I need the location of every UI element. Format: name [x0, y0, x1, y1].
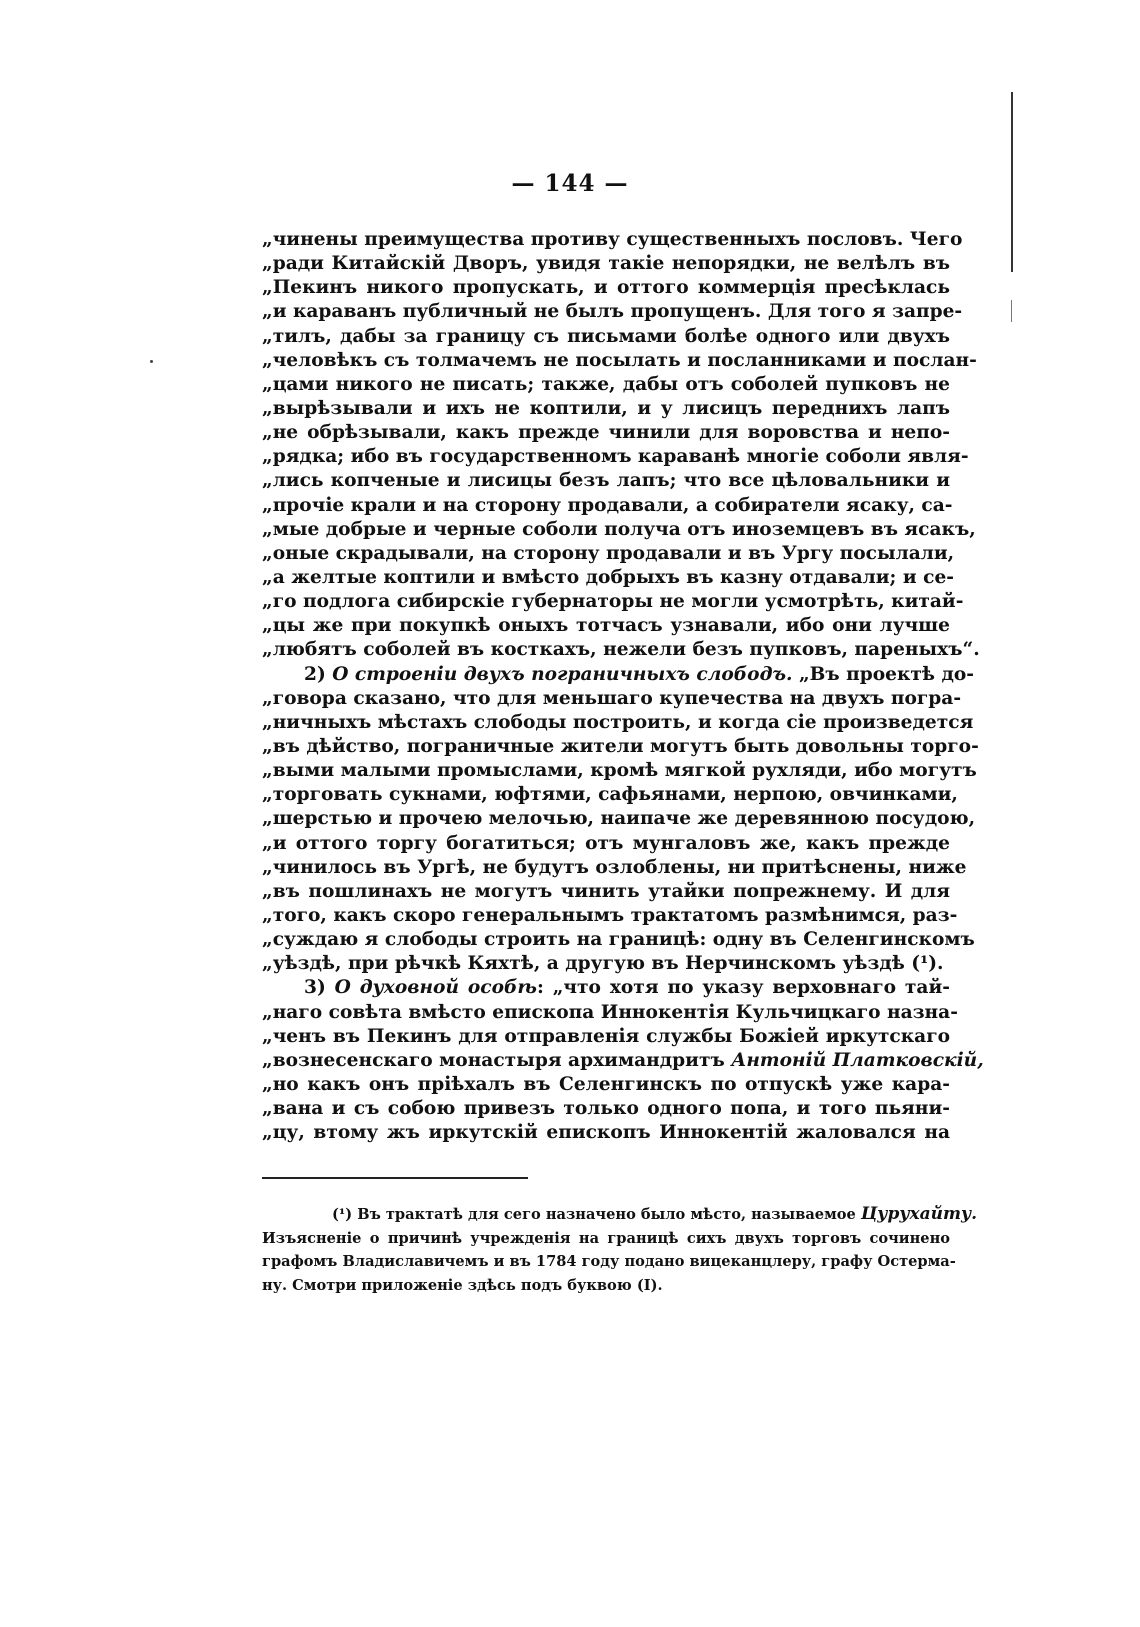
text-line: „рядка; ибо въ государственномъ караванѣ многіе соболи явля-: [262, 446, 969, 468]
text-line: „и караванъ публичный не былъ пропущенъ. Для того я запре-: [262, 301, 963, 323]
text-fragment: (¹) Въ трактатѣ для сего назначено было мѣсто, называемое: [332, 1206, 861, 1223]
text-line: „лись копченые и лисицы безъ лапъ; что все цѣловальники и: [262, 470, 950, 492]
text-line: „человѣкъ съ толмачемъ не посылать и посланниками и послан-: [262, 349, 977, 371]
text-line: „оные скрадывали, на сторону продавали и въ Ургу посылали,: [262, 542, 955, 564]
page-edge-line-lower: [1011, 300, 1012, 322]
text-line: „тилъ, дабы за границу съ письмами болѣе одного или двухъ: [262, 325, 950, 347]
place-name: Цурухайту.: [860, 1204, 978, 1224]
text-line: „го подлога сибирскіе губернаторы не могли усмотрѣть, китай-: [262, 591, 964, 613]
paragraph-number: 3): [304, 977, 335, 999]
text-line: „ради Китайскій Дворъ, увидя такіе непорядки, не велѣлъ въ: [262, 253, 950, 275]
text-line: „любятъ соболей въ косткахъ, нежели безъ пупковъ, пареныхъ“.: [262, 639, 980, 661]
text-line: „но какъ онъ пріѣхалъ въ Селенгинскъ по отпускѣ уже кара-: [262, 1073, 950, 1095]
text-line: „цами никого не писать; также, дабы отъ соболей пупковъ не: [262, 373, 950, 395]
text-line: „Пекинъ никого пропускать, и оттого коммерція пресѣклась: [262, 277, 950, 299]
paragraph-number: 2): [304, 663, 333, 685]
margin-speck: [150, 360, 153, 363]
text-fragment: „вознесенскаго монастыря архимандритъ: [262, 1049, 732, 1071]
text-line: „а желтые коптили и вмѣсто добрыхъ въ казну отдавали; и се-: [262, 566, 954, 588]
text-line: „чинилось въ Ургѣ, не будутъ озлоблены, ни притѣснены, ниже: [262, 856, 967, 878]
section-title: О строеніи двухъ пограничныхъ слободъ.: [332, 663, 793, 685]
text-line: „ченъ въ Пекинъ для отправленія службы Божіей иркутскаго: [262, 1025, 950, 1047]
footnote: [262, 1203, 978, 1297]
footnote-line: Изъясненіе о причинѣ учрежденія на границѣ сихъ двухъ торговъ сочинено: [262, 1229, 950, 1247]
footnote-line: ну. Смотри приложеніе здѣсь подъ буквою (I).: [262, 1276, 663, 1294]
page-number: — 144 —: [511, 170, 629, 197]
section-title: О духовной особѣ: [334, 977, 537, 999]
text-line: „чинены преимущества противу существенныхъ пословъ. Чего: [262, 229, 963, 250]
text-line: „суждаю я слободы строить на границѣ: одну въ Селенгинскомъ: [262, 929, 975, 951]
text-line: „вана и съ собою привезъ только одного попа, и того пьяни-: [262, 1098, 950, 1120]
text-line: „говора сказано, что для меньшаго купечества на двухъ погра-: [262, 687, 962, 709]
text-line: „шерстью и прочею мелочью, наипаче же деревянною посудою,: [262, 808, 976, 830]
text-line-with-name: [262, 1049, 984, 1073]
paragraph-2-first-line: [262, 663, 974, 687]
text-line: „прочіе крали и на сторону продавали, а собиратели ясаку, са-: [262, 494, 953, 516]
footnote-line: [262, 1203, 978, 1227]
text-line: „цу, втому жъ иркутскій епископъ Иннокентій жаловался на: [262, 1122, 950, 1144]
text-line: „выми малыми промыслами, кромѣ мягкой рухляди, ибо могутъ: [262, 760, 977, 782]
text-line: „ничныхъ мѣстахъ слободы построить, и когда сіе произведется: [262, 711, 974, 733]
footnote-rule: [262, 1177, 528, 1179]
text-line: „торговать сукнами, юфтями, сафьянами, нерпою, овчинками,: [262, 784, 958, 806]
footnote-line: графомъ Владиславичемъ и въ 1784 году подано вицеканцлеру, графу Остерма-: [262, 1253, 956, 1270]
text-line: „въ дѣйство, пограничные жители могутъ быть довольны торго-: [262, 735, 979, 757]
text-line: „уѣздѣ, при рѣчкѣ Кяхтѣ, а другую въ Нерчинскомъ уѣздѣ (¹).: [262, 953, 944, 975]
paragraph-3-first-line: [262, 976, 950, 1000]
text-line: „наго совѣта вмѣсто епископа Иннокентія Кульчицкаго назна-: [262, 1001, 958, 1023]
text-line: „въ пошлинахъ не могутъ чинить утайки попрежнему. И для: [262, 880, 950, 902]
text-line: „мые добрые и черные соболи получа отъ иноземцевъ въ ясакъ,: [262, 518, 976, 540]
body-text: [262, 228, 984, 1145]
text-line: „цы же при покупкѣ оныхъ тотчасъ узнавали, ибо они лучше: [262, 615, 950, 637]
person-name: Антоній Платковскій,: [731, 1049, 984, 1071]
text-fragment: : „что хотя по указу верховнаго тай-: [536, 977, 950, 999]
text-line: „не обрѣзывали, какъ прежде чинили для воровства и непо-: [262, 422, 950, 444]
text-fragment: „Въ проектѣ до-: [792, 663, 974, 685]
text-line: „вырѣзывали и ихъ не коптили, и у лисицъ переднихъ лапъ: [262, 397, 950, 419]
text-line: „того, какъ скоро генеральнымъ трактатомъ размѣнимся, раз-: [262, 904, 958, 926]
text-line: „и оттого торгу богатиться; отъ мунгаловъ же, какъ прежде: [262, 832, 950, 854]
